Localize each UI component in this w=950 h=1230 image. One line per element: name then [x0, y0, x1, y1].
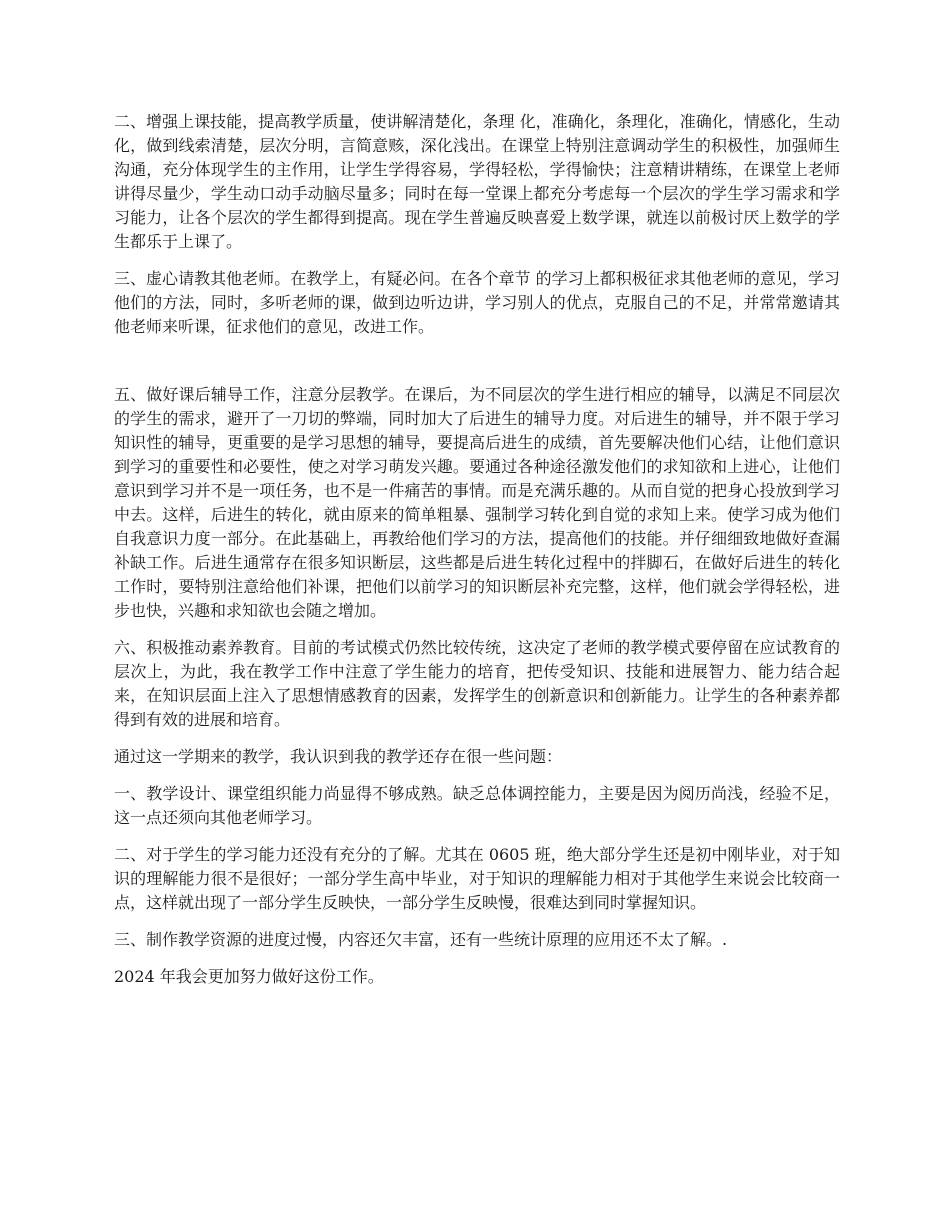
paragraph-after-class-tutoring: 五、做好课后辅导工作，注意分层教学。在课后，为不同层次的学生进行相应的辅导，以满足不同层次的学生的需求，避开了一刀切的弊端，同时加大了后进生的辅导力度。对后进生的辅导，并不限于学习知识性的辅导，更重要的是学习思想的辅导，要提高后进生的成绩，首先要解决他们心结，让他们意识到学习的重要性和必要性，使之对学习萌发兴趣。要通过各种途径激发他们的求知欲和上进心，让他们意识到学习并不是一项任务，也不是一件痛苦的事情。而是充满乐趣的。从而自觉的把身心投放到学习中去。这样，后进生的转化，就由原来的简单粗暴、强制学习转化到自觉的求知上来。使学习成为他们自我意识力度一部分。在此基础上，再教给他们学习的方法，提高他们的技能。并仔细细致地做好查漏补缺工作。后进生通常存在很多知识断层，这些都是后进生转化过程中的拌脚石，在做好后进生的转化工作时，要特别注意给他们补课，把他们以前学习的知识断层补充完整，这样，他们就会学得轻松，进步也快，兴趣和求知欲也会随之增加。: [114, 385, 840, 620]
paragraph-problem-two: 二、对于学生的学习能力还没有充分的了解。尤其在 0605 班，绝大部分学生还是初中刚毕业，对于知识的理解能力很不是很好；一部分学生高中毕业，对于知识的理解能力相对于其他学生来说会比较商一点，这样就出现了一部分学生反映快，一部分学生反映慢，很难达到同时掌握知识。: [114, 845, 840, 912]
paragraph-problems-intro: 通过这一学期来的教学，我认识到我的教学还存在很一些问题：: [114, 747, 563, 766]
document-page: [114, 110, 840, 1002]
paragraph-quality-education: 六、积极推动素养教育。目前的考试模式仍然比较传统，这决定了老师的教学模式要停留在应试教育的层次上，为此，我在教学工作中注意了学生能力的培育，把传受知识、技能和进展智力、能力结合起来，在知识层面上注入了思想情感教育的因素，发挥学生的创新意识和创新能力。让学生的各种素养都得到有效的进展和培育。: [114, 638, 840, 729]
paragraph-consult-other-teachers: 三、虚心请教其他老师。在教学上，有疑必问。在各个章节 的学习上都积极征求其他老师的意见，学习他们的方法，同时，多听老师的课，做到边听边讲，学习别人的优点，克服自己的不足，并常常邀请其他老师来听课，征求他们的意见，改进工作。: [114, 269, 840, 336]
paragraph-problem-three: 三、制作教学资源的进度过慢，内容还欠丰富，还有一些统计原理的应用还不太了解。.: [114, 930, 728, 949]
paragraph-closing: 2024 年我会更加努力做好这份工作。: [114, 967, 384, 986]
section-gap: [114, 352, 840, 383]
paragraph-problem-one: 一、教学设计、课堂组织能力尚显得不够成熟。缺乏总体调控能力，主要是因为阅历尚浅，经验不足，这一点还须向其他老师学习。: [114, 784, 840, 827]
paragraph-improve-teaching-skills: 二、增强上课技能，提高教学质量，使讲解清楚化，条理 化，准确化，条理化，准确化，情感化，生动化，做到线索清楚，层次分明，言简意赅，深化浅出。在课堂上特别注意调动学生的积极性，加强师生沟通，充分体现学生的主作用，让学生学得容易，学得轻松，学得愉快；注意精讲精练，在课堂上老师讲得尽量少，学生动口动手动脑尽量多；同时在每一堂课上都充分考虑每一个层次的学生学习需求和学习能力，让各个层次的学生都得到提高。现在学生普遍反映喜爱上数学课，就连以前极讨厌上数学的学生都乐于上课了。: [114, 112, 840, 251]
